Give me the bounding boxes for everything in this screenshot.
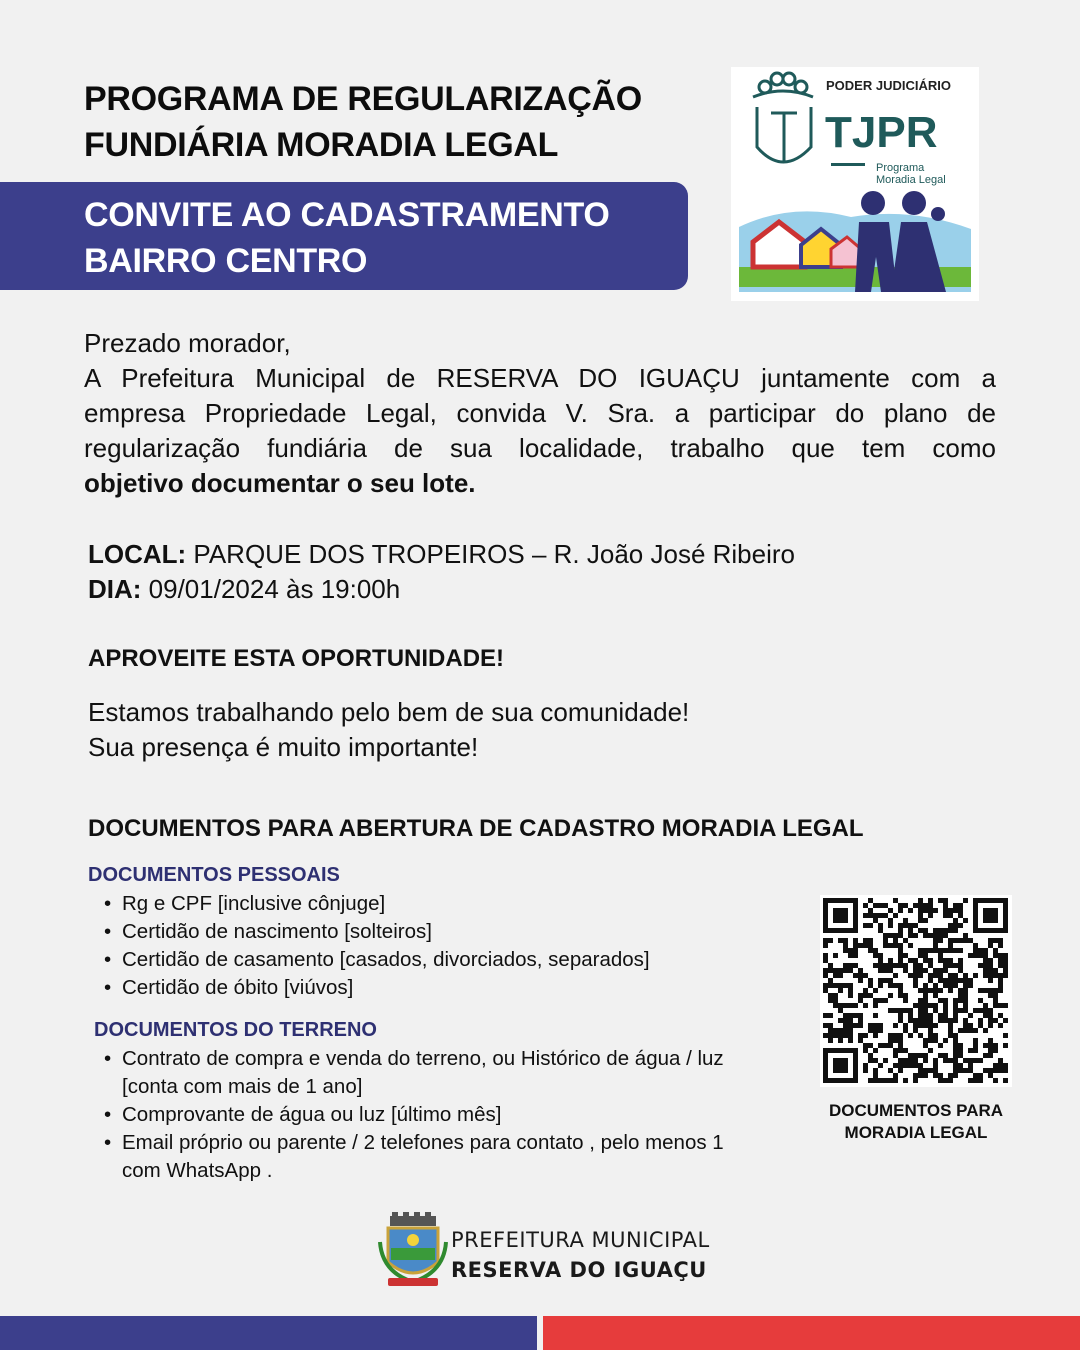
qr-code-icon	[820, 895, 1012, 1087]
list-item-line: [conta com mais de 1 ano]	[122, 1075, 363, 1098]
banner-text	[84, 192, 609, 284]
intro-paragraph	[84, 326, 996, 501]
day-value: 09/01/2024 às 19:00h	[141, 574, 401, 604]
banner-line-1: CONVITE AO CADASTRAMENTO	[84, 196, 610, 234]
day-label: DIA:	[88, 574, 142, 604]
intro-line-4: objetivo documentar o seu lote.	[84, 468, 476, 498]
event-local	[88, 537, 795, 572]
local-label: LOCAL:	[88, 539, 187, 569]
message-line-1: Estamos trabalhando pelo bem de sua comunidade!	[88, 697, 690, 727]
tjpr-justice-shield-icon	[731, 67, 979, 301]
list-item	[88, 1045, 788, 1101]
logo-program-line-2: Moradia Legal	[876, 174, 946, 186]
community-message	[88, 695, 689, 765]
greeting: Prezado morador,	[84, 328, 291, 358]
local-value: PARQUE DOS TROPEIROS – R. João José Ribeiro	[186, 539, 795, 569]
footer-line-1: PREFEITURA MUNICIPAL	[451, 1228, 710, 1252]
list-item	[88, 1129, 788, 1185]
qr-caption	[800, 1100, 1032, 1144]
documents-heading: DOCUMENTOS PARA ABERTURA DE CADASTRO MORADIA LEGAL	[88, 815, 864, 842]
message-line-2: Sua presença é muito importante!	[88, 732, 479, 762]
list-item-line: Email próprio ou parente / 2 telefones para contato , pelo menos 1	[122, 1131, 724, 1154]
page-title	[84, 76, 642, 168]
list-item: • Certidão de casamento [casados, divorciados, separados]	[88, 946, 788, 974]
logo-program-line-1: Programa	[876, 162, 925, 174]
land-docs-heading: DOCUMENTOS DO TERRENO	[94, 1019, 377, 1041]
land-docs-list	[88, 1045, 788, 1185]
intro-line-3: regularização fundiária de sua localidade, trabalho que tem como	[84, 433, 996, 463]
intro-line-1: A Prefeitura Municipal de RESERVA DO IGUAÇU juntamente com a	[84, 363, 996, 393]
list-item-line: Contrato de compra e venda do terreno, ou Histórico de água / luz	[122, 1047, 724, 1070]
personal-docs-heading: DOCUMENTOS PESSOAIS	[88, 864, 340, 886]
opportunity-heading: APROVEITE ESTA OPORTUNIDADE!	[88, 645, 505, 672]
qr-caption-line-1: DOCUMENTOS PARA	[828, 1101, 1004, 1120]
list-item: • Comprovante de água ou luz [último mês]	[88, 1101, 788, 1129]
logo-brand-text: TJPR	[825, 108, 938, 157]
title-line-1: PROGRAMA DE REGULARIZAÇÃO	[84, 80, 642, 118]
list-item-line: com WhatsApp .	[122, 1159, 273, 1182]
list-item: • Certidão de óbito [viúvos]	[88, 974, 788, 1002]
tjpr-logo	[731, 67, 979, 301]
personal-docs-list	[88, 890, 788, 1002]
qr-code[interactable]	[820, 895, 1012, 1087]
banner-line-2: BAIRRO CENTRO	[84, 242, 368, 280]
intro-line-2: empresa Propriedade Legal, convida V. Sra. a participar do plano de	[84, 398, 996, 428]
footer-bar-blue	[0, 1316, 537, 1350]
list-item: • Rg e CPF [inclusive cônjuge]	[88, 890, 788, 918]
footer-bar-red	[543, 1316, 1080, 1350]
footer-line-2: RESERVA DO IGUAÇU	[451, 1258, 707, 1282]
logo-org-text: PODER JUDICIÁRIO	[826, 78, 951, 93]
qr-caption-line-2: MORADIA LEGAL	[844, 1123, 988, 1142]
municipal-coat-of-arms-icon	[378, 1212, 448, 1295]
title-line-2: FUNDIÁRIA MORADIA LEGAL	[84, 126, 559, 164]
event-info	[88, 537, 795, 607]
municipality-name	[451, 1225, 710, 1285]
event-day	[88, 572, 795, 607]
list-item: • Certidão de nascimento [solteiros]	[88, 918, 788, 946]
